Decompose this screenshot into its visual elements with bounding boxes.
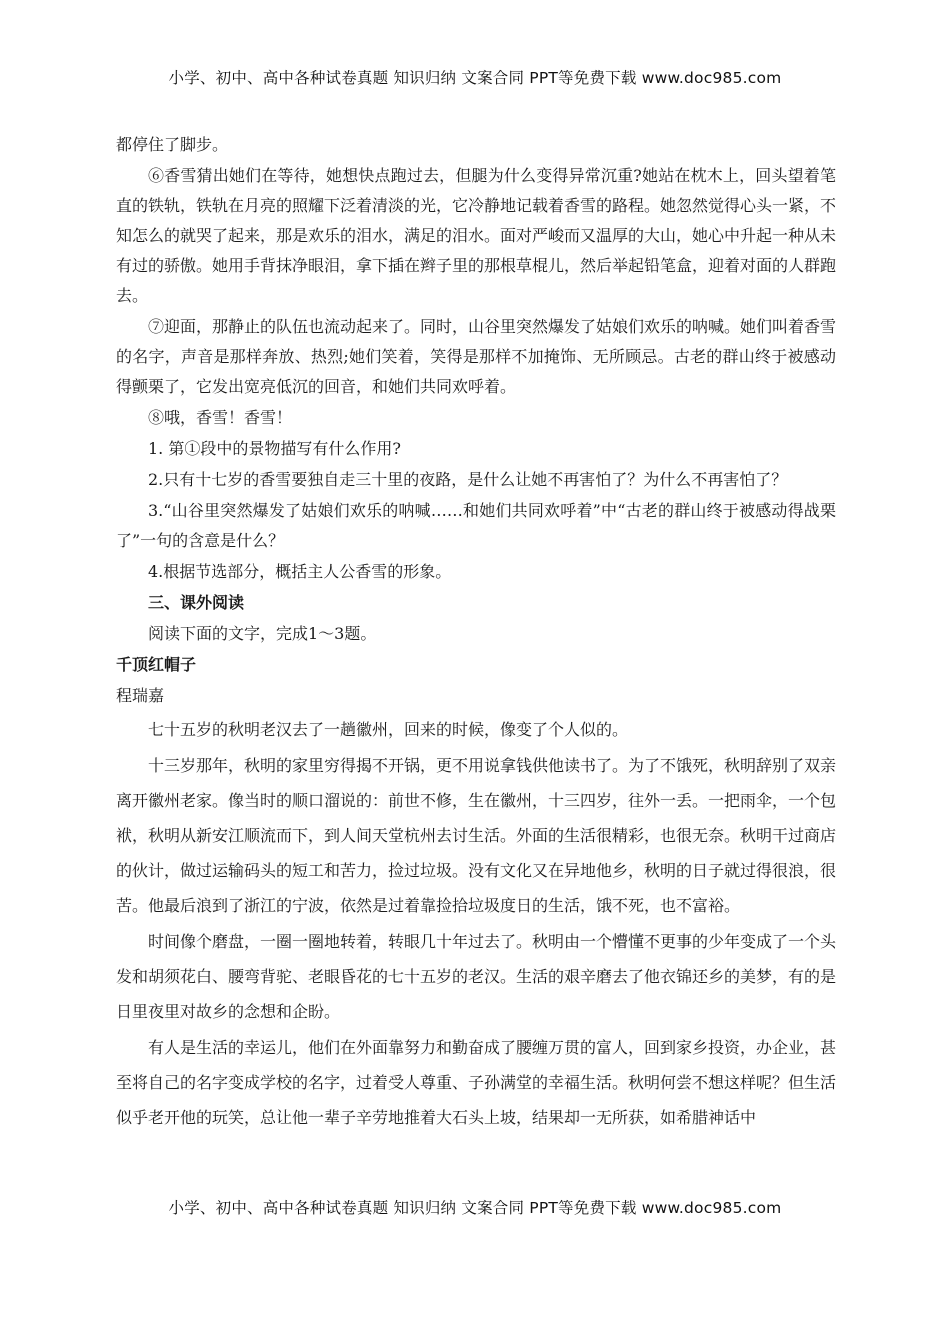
story-author: 程瑞嘉: [116, 686, 165, 705]
passage-paragraph-6: ⑥香雪猜出她们在等待，她想快点跑过去，但腿为什么变得异常沉重?她站在枕木上，回头望着笔直的铁轨，铁轨在月亮的照耀下泛着清淡的光，它冷静地记载着香雪的路程。她忽然觉得心头一紧，不知怎么的就哭了起来，那是欢乐的泪水，满足的泪水。面对严峻而又温厚的大山，她心中升起一种从未有过的骄傲。她用手背抹净眼泪，拿下插在辫子里的那根草棍儿，然后举起铅笔盒，迎着对面的人群跑去。: [116, 166, 837, 305]
page-footer: 小学、初中、高中各种试卷真题 知识归纳 文案合同 PPT等免费下载 www.doc985.com: [168, 1199, 782, 1217]
section-instruction: 阅读下面的文字，完成1～3题。: [148, 624, 377, 643]
question-1: 1. 第①段中的景物描写有什么作用?: [148, 439, 401, 458]
passage-paragraph-continued: 都停住了脚步。: [116, 135, 229, 154]
section-heading: 三、课外阅读: [148, 593, 245, 612]
document-body: [116, 130, 836, 1136]
question-4: 4.根据节选部分，概括主人公香雪的形象。: [148, 562, 452, 581]
story-paragraph-4: 有人是生活的幸运儿，他们在外面靠努力和勤奋成了腰缠万贯的富人，回到家乡投资，办企业，甚至将自己的名字变成学校的名字，过着受人尊重、子孙满堂的幸福生活。秋明何尝不想这样呢？但生活似乎老开他的玩笑，总让他一辈子辛劳地推着大石头上坡，结果却一无所获，如希腊神话中: [116, 1038, 837, 1127]
story-title: 千顶红帽子: [116, 655, 197, 674]
passage-paragraph-7: ⑦迎面，那静止的队伍也流动起来了。同时，山谷里突然爆发了姑娘们欢乐的呐喊。她们叫着香雪的名字，声音是那样奔放、热烈;她们笑着，笑得是那样不加掩饰、无所顾忌。古老的群山终于被感动得颤栗了，它发出宽亮低沉的回音，和她们共同欢呼着。: [116, 317, 837, 396]
story-paragraph-3: 时间像个磨盘，一圈一圈地转着，转眼几十年过去了。秋明由一个懵懂不更事的少年变成了一个头发和胡须花白、腰弯背驼、老眼昏花的七十五岁的老汉。生活的艰辛磨去了他衣锦还乡的美梦，有的是日里夜里对故乡的念想和企盼。: [116, 932, 837, 1021]
story-paragraph-2: 十三岁那年，秋明的家里穷得揭不开锅，更不用说拿钱供他读书了。为了不饿死，秋明辞别了双亲离开徽州老家。像当时的顺口溜说的：前世不修，生在徽州，十三四岁，往外一丢。一把雨伞，一个包袱，秋明从新安江顺流而下，到人间天堂杭州去讨生活。外面的生活很精彩，也很无奈。秋明干过商店的伙计，做过运输码头的短工和苦力，捡过垃圾。没有文化又在异地他乡，秋明的日子就过得很浪，很苦。他最后浪到了浙江的宁波，依然是过着靠捡拾垃圾度日的生活，饿不死，也不富裕。: [116, 756, 837, 915]
story-paragraph-1: 七十五岁的秋明老汉去了一趟徽州，回来的时候，像变了个人似的。: [148, 720, 629, 739]
passage-paragraph-8: ⑧哦，香雪！香雪！: [148, 408, 293, 427]
question-2: 2.只有十七岁的香雪要独自走三十里的夜路，是什么让她不再害怕了？为什么不再害怕了？: [148, 470, 788, 489]
question-3: 3.“山谷里突然爆发了姑娘们欢乐的呐喊……和她们共同欢呼着”中“古老的群山终于被感动得战栗了”一句的含意是什么？: [116, 501, 836, 550]
story: [116, 650, 836, 1135]
page-header: 小学、初中、高中各种试卷真题 知识归纳 文案合同 PPT等免费下载 www.doc985.com: [168, 69, 782, 87]
